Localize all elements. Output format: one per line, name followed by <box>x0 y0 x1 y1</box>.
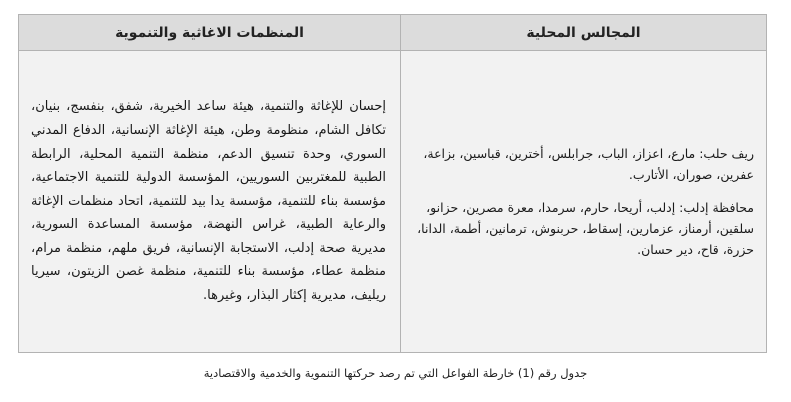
actors-table <box>18 14 767 353</box>
header-relief-organizations: المنظمات الاغاثية والتنموية <box>19 15 401 51</box>
header-row <box>19 15 767 51</box>
idlib-councils: محافظة إدلب: إدلب، أريحا، حارم، سرمدا، معرة مصرين، حزانو، سلقين، أرمناز، عزمارين، إسقاط، حربنوش، ترمانين، أطمة، الدانا، حزرة، قاح، دير حسان. <box>417 200 754 257</box>
table-caption: جدول رقم (1) خارطة الفواعل التي تم رصد حركتها التنموية والخدمية والاقتصادية <box>203 366 588 380</box>
table-row <box>19 51 767 353</box>
header-local-councils: المجالس المحلية <box>401 15 767 51</box>
aleppo-countryside-councils: ريف حلب: مارع، اعزاز، الباب، جرابلس، أخترين، قباسين، بزاعة، عفرين، صوران، الأتارب. <box>423 146 754 182</box>
relief-organizations-cell: إحسان للإغاثة والتنمية، هيئة ساعد الخيرية، شفق، بنفسج، بنيان، تكافل الشام، منظومة وطن، هيئة الإغاثة الإنسانية، الدفاع المدني السوري، وحدة تنسيق الدعم، منظمة التنمية المحلية، الرابطة الطبية للمغتربين السوريين، المؤسسة الدولية للتنمية الاجتماعية، مؤسسة بناء للتنمية، مؤسسة يدا بيد للتنمية، اتحاد منظمات الإغاثة والرعاية الطبية، غراس النهضة، مؤسسة المساعدة السورية، مديرية صحة إدلب، الاستجابة الإنسانية، فريق ملهم، منظمة مرام، منظمة عطاء، مؤسسة بناء للتنمية، منظمة غصن الزيتون، سيريا ريليف، مديرية إكثار البذار، وغيرها. <box>19 51 401 353</box>
local-councils-cell <box>401 51 767 353</box>
